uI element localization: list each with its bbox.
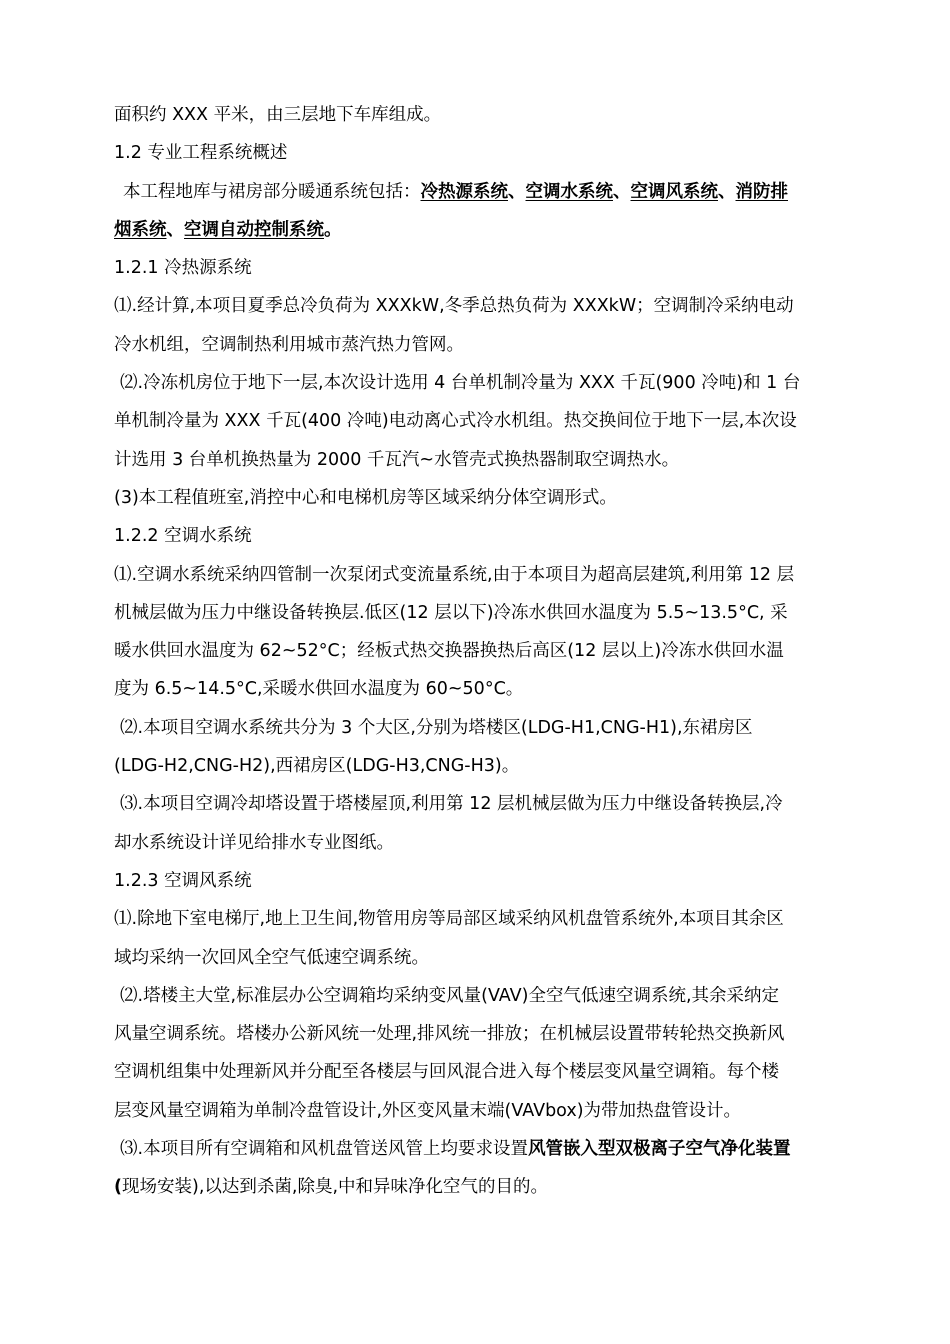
subsection-heading-1-2-3: 1.2.3 空调风系统 xyxy=(114,870,252,891)
bold-keyword: 风管嵌入型双极离子空气净化装置 xyxy=(528,1139,791,1160)
subsection-heading-1-2-1: 1.2.1 冷热源系统 xyxy=(114,258,252,279)
body-line: 度为 6.5~14.5°C,采暖水供回水温度为 60~50°C。 xyxy=(114,679,524,700)
body-line: 风量空调系统。塔楼办公新风统一处理,排风统一排放；在机械层设置带转轮热交换新风 xyxy=(114,1024,785,1045)
document-page xyxy=(114,96,859,1207)
subsection-heading-1-2-2: 1.2.2 空调水系统 xyxy=(114,526,252,547)
body-line: (现场安装),以达到杀菌,除臭,中和异味净化空气的目的。 xyxy=(114,1177,549,1198)
body-line: 本工程地库与裙房部分暖通系统包括：冷热源系统、空调水系统、空调风系统、消防排 xyxy=(123,181,788,202)
body-line: ⑴.经计算,本项目夏季总冷负荷为 XXXkW,冬季总热负荷为 XXXkW；空调制冷采纳电动 xyxy=(114,296,794,317)
body-line: 却水系统设计详见给排水专业图纸。 xyxy=(114,832,394,853)
body-line: (LDG-H2,CNG-H2),西裙房区(LDG-H3,CNG-H3)。 xyxy=(114,756,520,777)
body-line: ⑴.空调水系统采纳四管制一次泵闭式变流量系统,由于本项目为超高层建筑,利用第 12 层 xyxy=(114,564,795,585)
body-line: (3)本工程值班室,消控中心和电梯机房等区域采纳分体空调形式。 xyxy=(114,487,617,508)
keyword-link: 冷热源系统 xyxy=(420,181,508,202)
body-line: 冷水机组，空调制热利用城市蒸汽热力管网。 xyxy=(114,334,464,355)
body-line: ⑵.冷冻机房位于地下一层,本次设计选用 4 台单机制冷量为 XXX 千瓦(900 冷吨)和 1 台 xyxy=(120,373,801,394)
body-line: 空调机组集中处理新风并分配至各楼层与回风混合进入每个楼层变风量空调箱。每个楼 xyxy=(114,1062,779,1083)
body-line: 烟系统、空调自动控制系统。 xyxy=(114,219,342,240)
keyword-link: 空调风系统 xyxy=(630,181,718,202)
body-line: ⑵.本项目空调水系统共分为 3 个大区,分别为塔楼区(LDG-H1,CNG-H1),东裙房区 xyxy=(120,717,753,738)
body-line: 层变风量空调箱为单制冷盘管设计,外区变风量末端(VAVbox)为带加热盘管设计。 xyxy=(114,1100,742,1121)
body-line: 单机制冷量为 XXX 千瓦(400 冷吨)电动离心式冷水机组。热交换间位于地下一层,本次设 xyxy=(114,411,797,432)
body-line: 面积约 XXX 平米，由三层地下车库组成。 xyxy=(114,105,442,125)
keyword-link: 烟系统 xyxy=(114,219,167,240)
body-line: 计选用 3 台单机换热量为 2000 千瓦汽~水管壳式换热器制取空调热水。 xyxy=(114,449,680,470)
body-line: ⑶.本项目空调冷却塔设置于塔楼屋顶,利用第 12 层机械层做为压力中继设备转换层,冷 xyxy=(120,794,783,815)
keyword-link: 空调自动控制系统 xyxy=(184,219,324,240)
body-line: 机械层做为压力中继设备转换层.低区(12 层以下)冷冻水供回水温度为 5.5~13.5°C, 采 xyxy=(114,602,788,623)
section-heading-1-2: 1.2 专业工程系统概述 xyxy=(114,143,288,164)
body-line: ⑴.除地下室电梯厅,地上卫生间,物管用房等局部区域采纳风机盘管系统外,本项目其余区 xyxy=(114,909,784,930)
keyword-link: 消防排 xyxy=(735,181,788,202)
body-line: ⑵.塔楼主大堂,标准层办公空调箱均采纳变风量(VAV)全空气低速空调系统,其余采纳定 xyxy=(120,985,780,1006)
keyword-link: 空调水系统 xyxy=(525,181,613,202)
body-line: 域均采纳一次回风全空气低速空调系统。 xyxy=(114,947,429,968)
body-line: 暖水供回水温度为 62~52°C；经板式热交换器换热后高区(12 层以上)冷冻水供回水温 xyxy=(114,641,784,662)
body-line: ⑶.本项目所有空调箱和风机盘管送风管上均要求设置风管嵌入型双极离子空气净化装置 xyxy=(120,1139,791,1160)
